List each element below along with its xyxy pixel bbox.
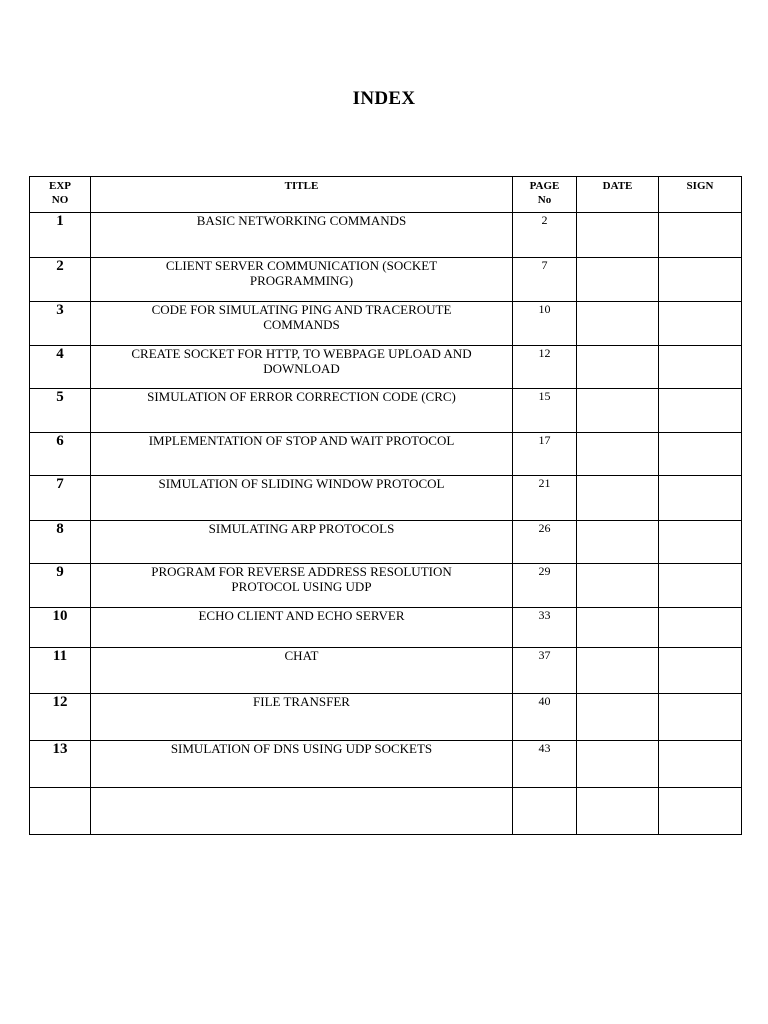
table-row [30, 389, 742, 433]
experiment-title: FILE TRANSFER [91, 694, 513, 741]
experiment-title: CREATE SOCKET FOR HTTP, TO WEBPAGE UPLOAD AND DOWNLOAD [91, 346, 513, 389]
date-cell [577, 213, 659, 258]
page-number: 33 [513, 608, 577, 648]
table-row [30, 648, 742, 694]
exp-number: 1 [30, 213, 91, 258]
experiment-title: SIMULATION OF ERROR CORRECTION CODE (CRC) [91, 389, 513, 433]
date-cell [577, 346, 659, 389]
page-number: 29 [513, 564, 577, 608]
page-number: 21 [513, 476, 577, 521]
exp-number: 13 [30, 741, 91, 788]
experiment-title: CLIENT SERVER COMMUNICATION (SOCKET PROGRAMMING) [91, 258, 513, 302]
exp-number: 9 [30, 564, 91, 608]
date-cell [577, 694, 659, 741]
experiment-title: IMPLEMENTATION OF STOP AND WAIT PROTOCOL [91, 433, 513, 476]
table-row [30, 564, 742, 608]
page-number: 2 [513, 213, 577, 258]
exp-number: 3 [30, 302, 91, 346]
index-table [29, 176, 742, 835]
table-row [30, 521, 742, 564]
table-row [30, 476, 742, 521]
sign-cell [659, 476, 742, 521]
date-cell [577, 741, 659, 788]
exp-number: 12 [30, 694, 91, 741]
page-number: 37 [513, 648, 577, 694]
table-row [30, 346, 742, 389]
experiment-title [91, 788, 513, 835]
experiment-title: SIMULATING ARP PROTOCOLS [91, 521, 513, 564]
exp-number: 8 [30, 521, 91, 564]
date-cell [577, 788, 659, 835]
date-cell [577, 433, 659, 476]
exp-number [30, 788, 91, 835]
page-number: 10 [513, 302, 577, 346]
header-sign: SIGN [659, 177, 742, 213]
table-row [30, 608, 742, 648]
page-number: 26 [513, 521, 577, 564]
header-title: TITLE [91, 177, 513, 213]
sign-cell [659, 302, 742, 346]
exp-number: 5 [30, 389, 91, 433]
sign-cell [659, 521, 742, 564]
experiment-title: SIMULATION OF SLIDING WINDOW PROTOCOL [91, 476, 513, 521]
exp-number: 2 [30, 258, 91, 302]
experiment-title: BASIC NETWORKING COMMANDS [91, 213, 513, 258]
date-cell [577, 476, 659, 521]
sign-cell [659, 564, 742, 608]
page-number: 40 [513, 694, 577, 741]
header-exp-no: EXP NO [30, 177, 91, 213]
experiment-title: CODE FOR SIMULATING PING AND TRACEROUTE COMMANDS [91, 302, 513, 346]
page-number [513, 788, 577, 835]
table-row [30, 302, 742, 346]
sign-cell [659, 213, 742, 258]
page-number: 12 [513, 346, 577, 389]
table-row [30, 741, 742, 788]
date-cell [577, 648, 659, 694]
exp-number: 11 [30, 648, 91, 694]
page-title: INDEX [352, 88, 416, 109]
experiment-title: CHAT [91, 648, 513, 694]
sign-cell [659, 788, 742, 835]
table-row-empty [30, 788, 742, 835]
sign-cell [659, 389, 742, 433]
sign-cell [659, 433, 742, 476]
experiment-title: SIMULATION OF DNS USING UDP SOCKETS [91, 741, 513, 788]
page-number: 17 [513, 433, 577, 476]
date-cell [577, 521, 659, 564]
table-row [30, 213, 742, 258]
table-row [30, 433, 742, 476]
exp-number: 6 [30, 433, 91, 476]
date-cell [577, 258, 659, 302]
table-header-row [30, 177, 742, 213]
date-cell [577, 564, 659, 608]
exp-number: 7 [30, 476, 91, 521]
experiment-title: ECHO CLIENT AND ECHO SERVER [91, 608, 513, 648]
page-number: 43 [513, 741, 577, 788]
page-number: 7 [513, 258, 577, 302]
sign-cell [659, 346, 742, 389]
exp-number: 4 [30, 346, 91, 389]
sign-cell [659, 648, 742, 694]
date-cell [577, 302, 659, 346]
page-number: 15 [513, 389, 577, 433]
sign-cell [659, 741, 742, 788]
header-date: DATE [577, 177, 659, 213]
date-cell [577, 389, 659, 433]
table-row [30, 694, 742, 741]
date-cell [577, 608, 659, 648]
experiment-title: PROGRAM FOR REVERSE ADDRESS RESOLUTION PROTOCOL USING UDP [91, 564, 513, 608]
table-row [30, 258, 742, 302]
sign-cell [659, 608, 742, 648]
sign-cell [659, 694, 742, 741]
header-page-no: PAGE No [513, 177, 577, 213]
sign-cell [659, 258, 742, 302]
exp-number: 10 [30, 608, 91, 648]
